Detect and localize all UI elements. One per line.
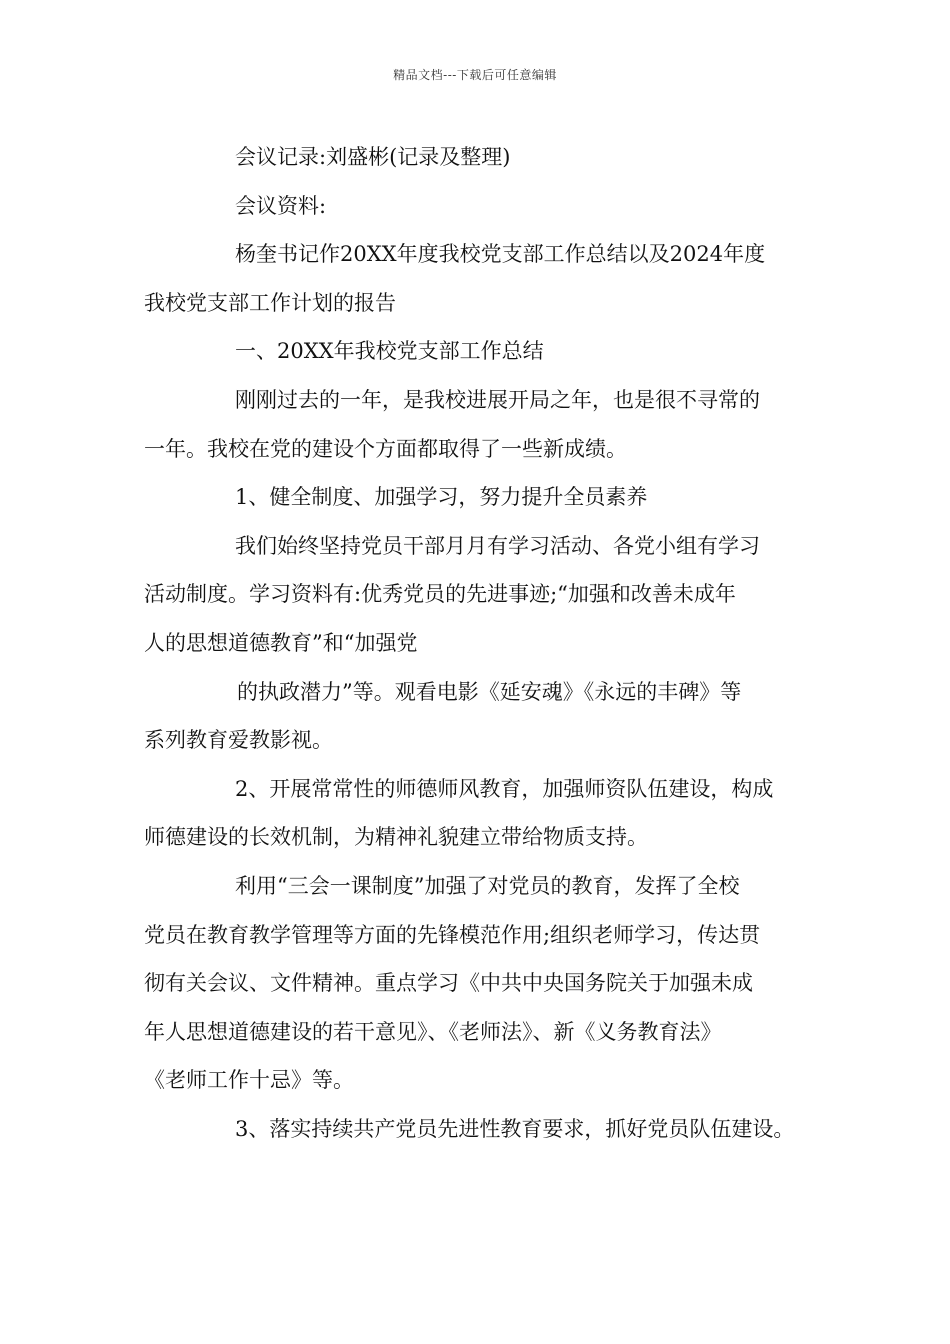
subheading-1: 1、健全制度、加强学习，努力提升全员素养 [235,485,648,510]
meeting-materials-label: 会议资料: [235,193,327,218]
document-body [144,133,834,1153]
paragraph-line: 利用“三会一课制度”加强了对党员的教育，发挥了全校 [235,873,740,898]
paragraph-line: 年人思想道德建设的若干意见》、《老师法》、新《义务教育法》 [144,1019,722,1044]
paragraph-line: 党员在教育教学管理等方面的先锋模范作用;组织老师学习，传达贯 [144,922,761,947]
meeting-recorder-line: 会议记录:刘盛彬(记录及整理) [235,145,511,169]
paragraph-line: 刚刚过去的一年，是我校进展开局之年，也是很不寻常的 [235,387,760,412]
paragraph-line: 彻有关会议、文件精神。重点学习《中共中央国务院关于加强未成 [144,971,753,996]
subheading-2: 2、开展常常性的师德师风教育，加强师资队伍建设，构成 [235,776,774,801]
paragraph-line: 我们始终坚持党员干部月月有学习活动、各党小组有学习 [235,533,760,558]
page-header-watermark: 精品文档---下载后可任意编辑 [393,68,557,82]
paragraph-line: 《老师工作十忌》等。 [144,1068,354,1093]
paragraph-line: 一年。我校在党的建设个方面都取得了一些新成绩。 [144,436,627,461]
paragraph-line: 人的思想道德教育”和“加强党 [144,630,418,655]
paragraph-line: 系列教育爱教影视。 [144,728,333,753]
subheading-3: 3、落实持续共产党员先进性教育要求，抓好党员队伍建设。 [235,1116,795,1141]
paragraph-line: 师德建设的长效机制，为精神礼貌建立带给物质支持。 [144,825,648,850]
paragraph-line: 活动制度。学习资料有:优秀党员的先进事迹;“加强和改善未成年 [144,582,736,607]
paragraph-line: 的执政潜力”等。观看电影《延安魂》《永远的丰碑》等 [237,679,742,704]
report-title-line-2: 我校党支部工作计划的报告 [144,290,396,315]
report-title-line-1: 杨奎书记作20XX年度我校党支部工作总结以及2024年度 [235,242,766,267]
section-heading-1: 一、20XX年我校党支部工作总结 [235,339,544,364]
